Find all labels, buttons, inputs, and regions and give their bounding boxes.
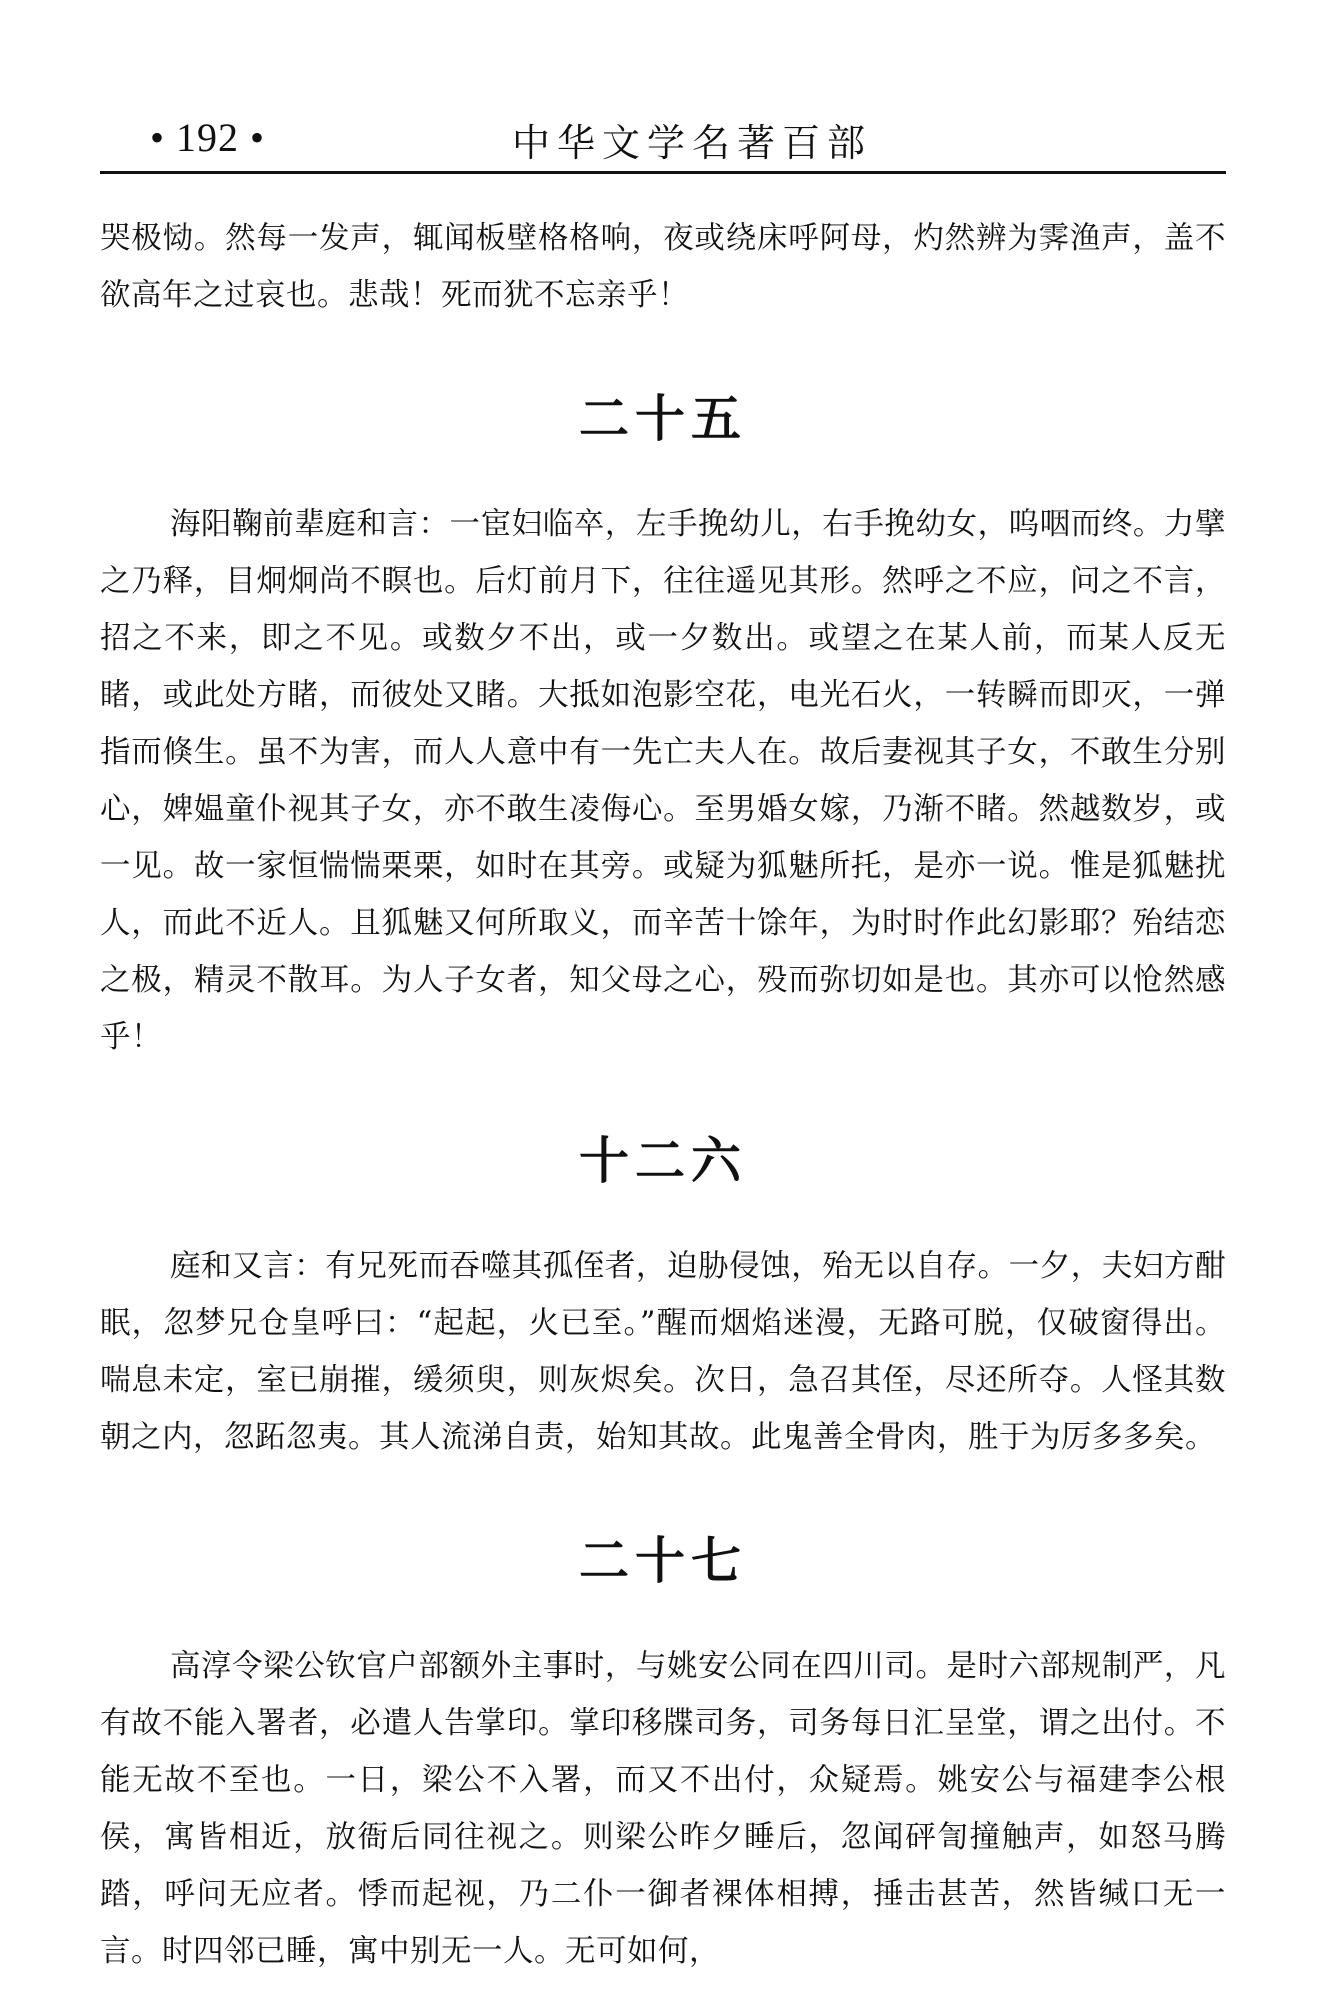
header-rule <box>100 171 1226 174</box>
running-title: 中华文学名著百部 <box>512 121 873 165</box>
section-title-27: 二十七 <box>579 1532 747 1590</box>
page-number: • 192 • <box>150 115 266 160</box>
paragraph-continuation: 哭极恸。然每一发声，辄闻板壁格格响，夜或绕床呼阿母，灼然辨为霁渔声，盖不欲高年之过哀也。悲哉！死而犹不忘亲乎！ <box>100 221 1226 313</box>
paragraph-26: 庭和又言：有兄死而吞噬其孤侄者，迫胁侵蚀，殆无以自存。一夕，夫妇方酣眠，忽梦兄仓皇呼曰：“起起，火已至。”醒而烟焰迷漫，无路可脱，仅破窗得出。喘息未定，室已崩摧，缓须臾，则灰烬矣。次日，急召其侄，尽还所夺。人怪其数朝之内，忽跖忽夷。其人流涕自责，始知其故。此鬼善全骨肉，胜于为厉多多矣。 <box>100 1249 1226 1455</box>
paragraph-27: 高淳令梁公钦官户部额外主事时，与姚安公同在四川司。是时六部规制严，凡有故不能入署者，必遣人告掌印。掌印移牒司务，司务每日汇呈堂，谓之出付。不能无故不至也。一日，梁公不入署，而又不出付，众疑焉。姚安公与福建李公根侯，寓皆相近，放衙后同往视之。则梁公昨夕睡后，忽闻砰訇撞触声，如怒马腾踏，呼问无应者。悸而起视，乃二仆一御者裸体相搏，捶击甚苦，然皆缄口无一言。时四邻已睡，寓中别无一人。无可如何， <box>100 1649 1226 1969</box>
paragraph-25: 海阳鞠前辈庭和言：一宦妇临卒，左手挽幼儿，右手挽幼女，呜咽而终。力擘之乃释，目炯炯尚不瞑也。后灯前月下，往往遥见其形。然呼之不应，问之不言，招之不来，即之不见。或数夕不出，或一夕数出。或望之在某人前，而某人反无睹，或此处方睹，而彼处又睹。大抵如泡影空花，电光石火，一转瞬而即灭，一弹指而倏生。虽不为害，而人人意中有一先亡夫人在。故后妻视其子女，不敢生分别心，婢媪童仆视其子女，亦不敢生凌侮心。至男婚女嫁，乃渐不睹。然越数岁，或一见。故一家恒惴惴栗栗，如时在其旁。或疑为狐魅所托，是亦一说。惟是狐魅扰人，而此不近人。且狐魅又何所取义，而辛苦十馀年，为时时作此幻影耶？殆结恋之极，精灵不散耳。为人子女者，知父母之心，殁而弥切如是也。其亦可以怆然感乎！ <box>100 507 1226 1055</box>
page-header <box>100 108 1226 174</box>
section-title-26: 十二六 <box>579 1132 747 1190</box>
section-title-25: 二十五 <box>579 390 747 448</box>
body-text <box>100 210 1226 1980</box>
